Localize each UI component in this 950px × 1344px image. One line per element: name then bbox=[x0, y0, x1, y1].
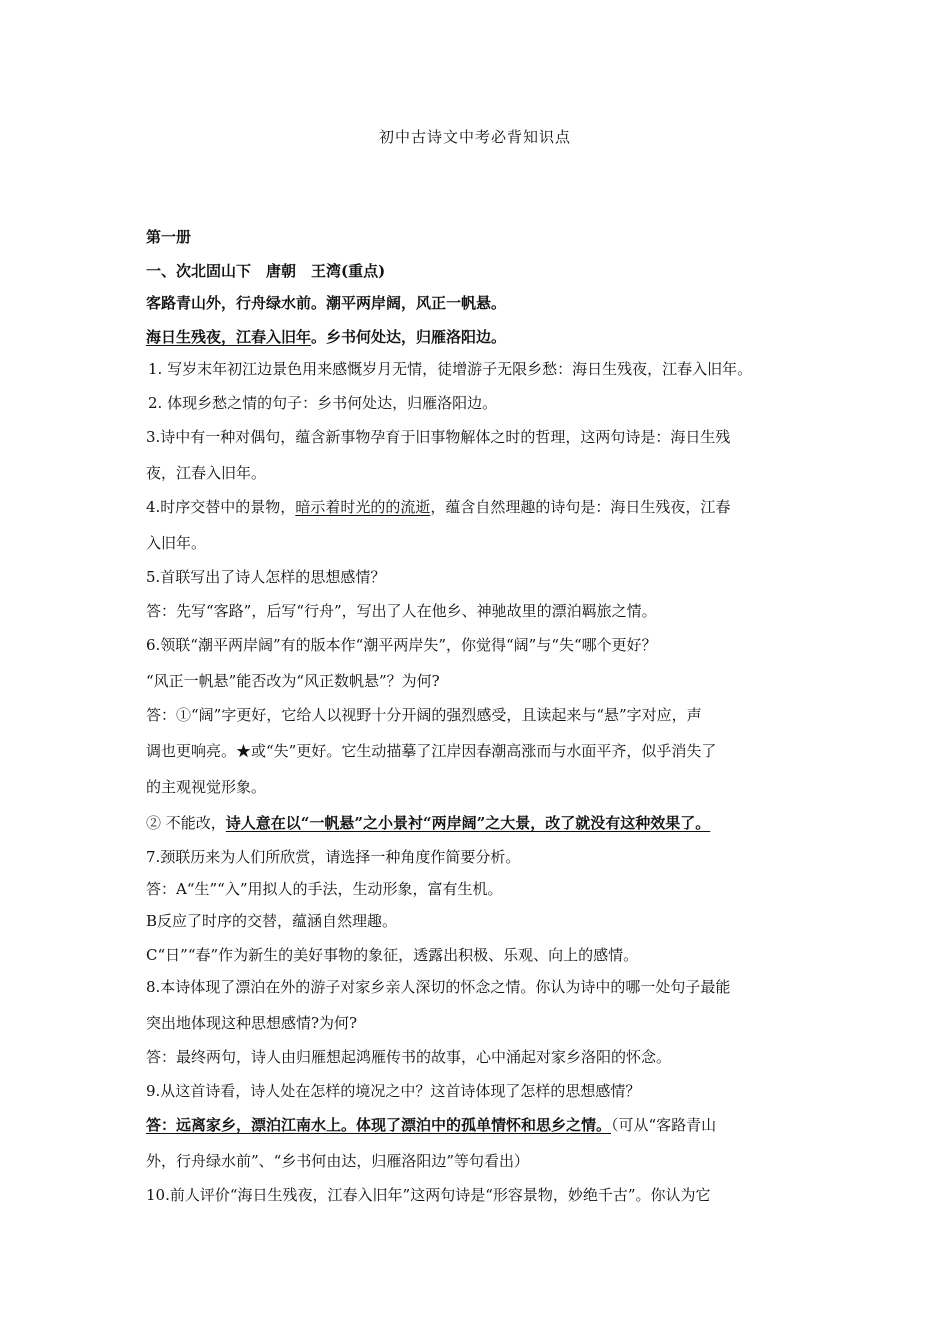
answer-6-pre: ② 不能改， bbox=[146, 814, 226, 832]
answer-6-line-4 bbox=[146, 812, 710, 834]
answer-9-underlined: 答：远离家乡，漂泊江南水上。体现了漂泊中的孤单情怀和思乡之情。 bbox=[146, 1116, 612, 1134]
answer-9-rest: （可从“客路青山 bbox=[611, 1116, 717, 1134]
question-10: 10.前人评价“海日生残夜，江春入旧年”这两句诗是“形容景物，妙绝千古”。你认为它 bbox=[146, 1186, 711, 1204]
question-4-post: ，蕴含自然理趣的诗句是：海日生残夜，江春 bbox=[430, 498, 731, 516]
answer-6-line-3: 的主观视觉形象。 bbox=[146, 778, 267, 796]
question-8-line-2: 突出地体现这种思想感情?为何? bbox=[146, 1014, 358, 1032]
question-1: 1. 写岁末年初江边景色用来感慨岁月无情，徒增游子无限乡愁：海日生残夜，江春入旧年。 bbox=[148, 360, 753, 378]
question-4-line-2: 入旧年。 bbox=[146, 534, 207, 552]
question-5: 5.首联写出了诗人怎样的思想感情？ bbox=[146, 568, 386, 586]
poem-line-2-underlined: 海日生残夜，江春入旧年 bbox=[146, 328, 312, 346]
answer-5: 答：先写“客路”，后写“行舟”，写出了人在他乡、神驰故里的漂泊羁旅之情。 bbox=[146, 602, 657, 620]
question-7: 7.颈联历来为人们所欣赏，请选择一种角度作简要分析。 bbox=[146, 848, 521, 866]
poem-line-2 bbox=[146, 326, 506, 348]
question-9: 9.从这首诗看，诗人处在怎样的境况之中？这首诗体现了怎样的思想感情？ bbox=[146, 1082, 641, 1100]
question-8-line-1: 8.本诗体现了漂泊在外的游子对家乡亲人深切的怀念之情。你认为诗中的哪一处句子最能 bbox=[146, 978, 731, 996]
document-title: 初中古诗文中考必背知识点 bbox=[378, 128, 571, 146]
question-3-line-2: 夜，江春入旧年。 bbox=[146, 464, 267, 482]
question-4-pre: 4.时序交替中的景物， bbox=[146, 498, 296, 516]
question-2: 2. 体现乡愁之情的句子：乡书何处达，归雁洛阳边。 bbox=[148, 394, 498, 412]
answer-7-c: C“日”“春”作为新生的美好事物的象征，透露出积极、乐观、向上的感情。 bbox=[146, 946, 639, 964]
answer-9-line-1 bbox=[146, 1114, 716, 1136]
answer-7-b: B反应了时序的交替，蕴涵自然理趣。 bbox=[146, 912, 398, 930]
question-6-line-1: 6.领联“潮平两岸阔”有的版本作“潮平两岸失”，你觉得“阔”与“失“哪个更好？ bbox=[146, 636, 657, 654]
answer-7-a: 答：A“生”“入”用拟人的手法，生动形象，富有生机。 bbox=[146, 880, 503, 898]
answer-9-line-2: 外，行舟绿水前”、“乡书何由达，归雁洛阳边”等句看出） bbox=[146, 1152, 530, 1170]
poem-line-2-rest: 。乡书何处达，归雁洛阳边。 bbox=[311, 328, 507, 346]
answer-8: 答：最终两句，诗人由归雁想起鸿雁传书的故事，心中涌起对家乡洛阳的怀念。 bbox=[146, 1048, 672, 1066]
section-heading: 第一册 bbox=[146, 228, 192, 246]
question-6-line-2: “风正一帆悬”能否改为“风正数帆悬”？为何? bbox=[146, 672, 440, 690]
question-3-line-1: 3.诗中有一种对偶句，蕴含新事物孕育于旧事物解体之时的哲理，这两句诗是：海日生残 bbox=[146, 428, 731, 446]
answer-6-line-1: 答：①“阔”字更好，它给人以视野十分开阔的强烈感受，且读起来与“悬”字对应，声 bbox=[146, 706, 702, 724]
poem-line-1: 客路青山外，行舟绿水前。潮平两岸阔，风正一帆悬。 bbox=[146, 294, 507, 312]
answer-6-line-2: 调也更响亮。★或“失”更好。它生动描摹了江岸因春潮高涨而与水面平齐，似乎消失了 bbox=[146, 742, 717, 760]
answer-6-underlined: 诗人意在以“一帆悬”之小景衬“两岸阔”之大景，改了就没有这种效果了。 bbox=[225, 814, 711, 832]
question-4-line-1 bbox=[146, 496, 730, 518]
question-4-underlined: 暗示着时光的的流逝 bbox=[295, 498, 431, 516]
poem-heading: 一、次北固山下 唐朝 王湾(重点) bbox=[146, 262, 386, 280]
